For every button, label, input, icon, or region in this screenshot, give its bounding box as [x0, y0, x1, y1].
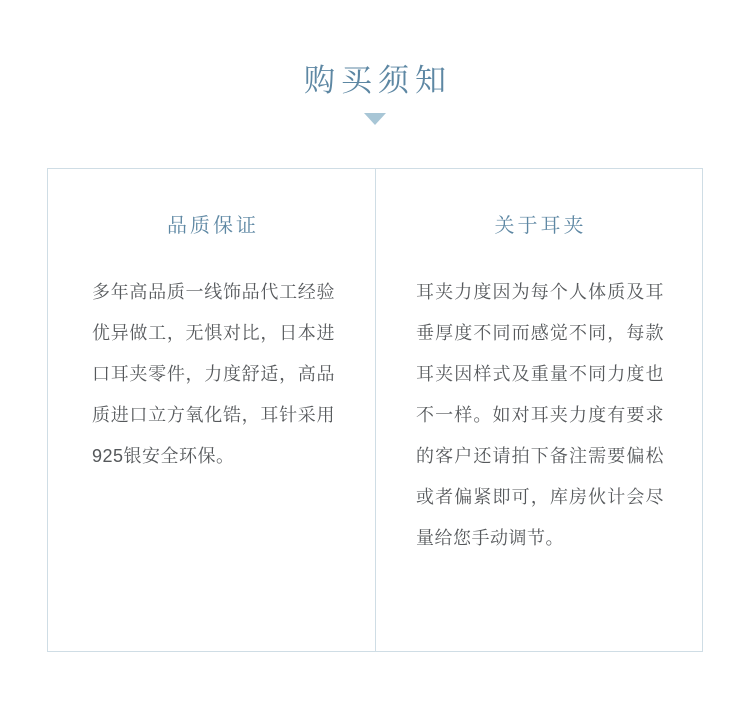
page-header [0, 0, 750, 125]
column-title-quality: 品质保证 [167, 215, 259, 237]
notice-column-quality [48, 169, 375, 651]
column-body-quality: 多年高品质一线饰品代工经验优异做工，无惧对比，日本进口耳夹零件，力度舒适，高品质进口立方氧化锆，耳针采用925银安全环保。 [92, 282, 335, 466]
column-body-earclip: 耳夹力度因为每个人体质及耳垂厚度不同而感觉不同，每款耳夹因样式及重量不同力度也不一样。如对耳夹力度有要求的客户还请拍下备注需要偏松或者偏紧即可，库房伙计会尽量给您手动调节。 [416, 282, 664, 548]
column-title-earclip: 关于耳夹 [494, 215, 587, 237]
notice-card [47, 168, 703, 652]
page-title: 购买须知 [304, 63, 452, 98]
notice-column-earclip [375, 169, 702, 651]
chevron-down-icon [364, 113, 386, 125]
